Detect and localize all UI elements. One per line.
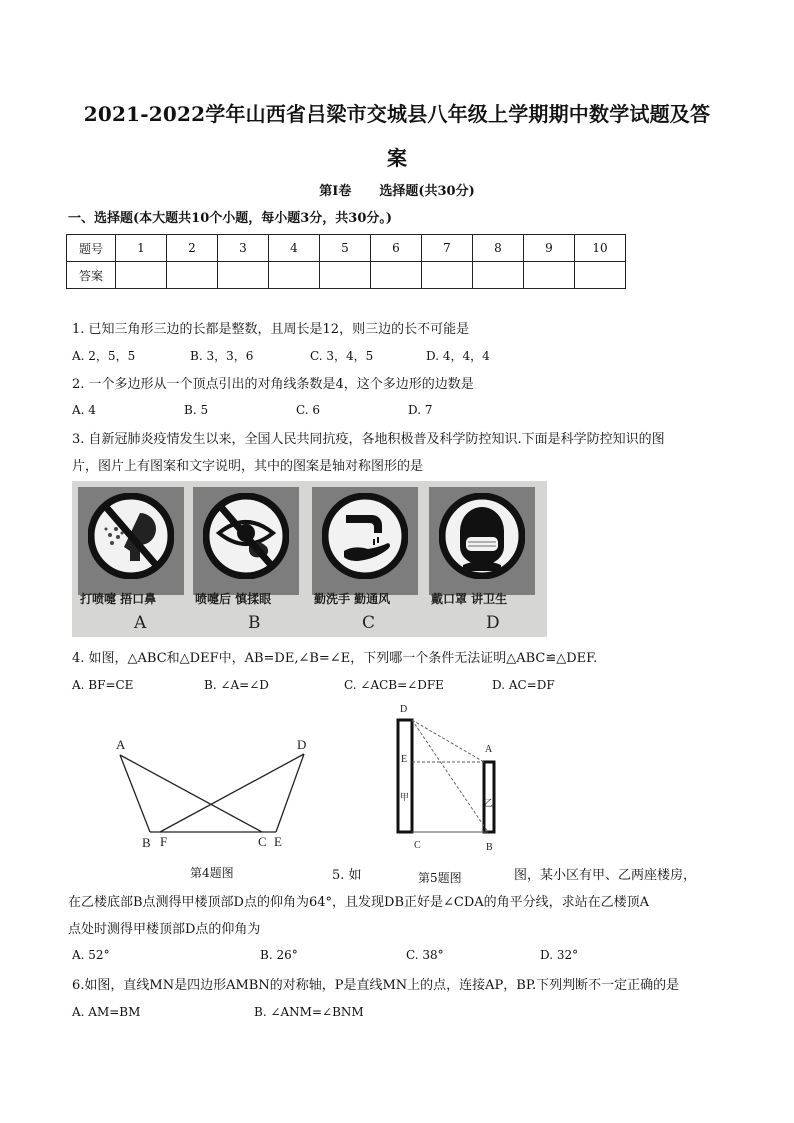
answer-cell[interactable] <box>269 262 320 289</box>
photo-letter-a: A <box>134 613 147 633</box>
question-1-stem: 1. 已知三角形三边的长都是整数，且周长是12，则三边的长不可能是 <box>72 322 470 337</box>
part-heading: 一、选择题(本大题共10个小题，每小题3分，共30分。) <box>68 211 393 226</box>
panel-b <box>193 487 299 606</box>
figure-5-buildings <box>384 700 514 858</box>
face-mask-icon <box>439 493 525 579</box>
table-cell: 2 <box>167 235 218 262</box>
table-cell: 1 <box>116 235 167 262</box>
figure-5-caption: 第5题图 <box>418 871 462 885</box>
answer-cell[interactable] <box>167 262 218 289</box>
table-row-label: 题号 <box>67 235 116 262</box>
question-2-option-a: A. 4 <box>72 403 96 417</box>
panel-c-caption: 勤洗手 勤通风 <box>314 592 391 606</box>
label-jia: 甲 <box>400 792 410 802</box>
figure-4-triangles <box>108 730 328 854</box>
question-3-stem-line2: 片，图片上有图案和文字说明，其中的图案是轴对称图形的是 <box>72 459 424 474</box>
label-b: B <box>142 835 151 850</box>
label-f: F <box>160 834 168 849</box>
answer-table <box>66 234 626 289</box>
answer-cell[interactable] <box>524 262 575 289</box>
label-e: E <box>274 834 282 849</box>
table-cell: 7 <box>422 235 473 262</box>
question-3-photo <box>72 481 547 637</box>
question-5-option-a: A. 52° <box>72 948 110 962</box>
question-1-option-d: D. 4，4，4 <box>426 349 490 363</box>
question-4-option-b: B. ∠A=∠D <box>204 678 269 692</box>
question-6-option-b: B. ∠ANM=∠BNM <box>254 1005 364 1019</box>
document-title-line2: 案 <box>387 146 407 170</box>
document-title-line1: 2021-2022学年山西省吕梁市交城县八年级上学期期中数学试题及答 <box>83 102 711 126</box>
label-d: D <box>297 737 307 752</box>
no-sneeze-icon <box>88 493 174 579</box>
question-5-stem-line3: 点处时测得甲楼顶部D点的仰角为 <box>68 922 261 937</box>
panel-a <box>78 487 184 606</box>
label-d: D <box>400 704 408 715</box>
panel-b-caption: 喷嚏后 慎揉眼 <box>195 592 272 606</box>
volume-heading <box>0 180 794 199</box>
question-6-stem: 6.如图，直线MN是四边形AMBN的对称轴，P是直线MN上的点，连接AP，BP.下列判断不一定正确的是 <box>72 978 680 993</box>
panel-c <box>312 487 418 606</box>
question-1-option-a: A. 2，5，5 <box>72 349 136 363</box>
label-c: C <box>258 834 267 849</box>
question-2-option-c: C. 6 <box>296 403 321 417</box>
label-c: C <box>414 840 421 851</box>
answer-cell[interactable] <box>575 262 626 289</box>
question-2-stem: 2. 一个多边形从一个顶点引出的对角线条数是4，这个多边形的边数是 <box>72 377 474 392</box>
question-5-option-d: D. 32° <box>540 948 579 962</box>
volume-label: 第Ⅰ卷 <box>319 184 352 199</box>
answer-cell[interactable] <box>218 262 269 289</box>
hand-washing-icon <box>322 493 408 579</box>
question-5-option-b: B. 26° <box>260 948 298 962</box>
table-cell: 4 <box>269 235 320 262</box>
volume-description: 选择题(共30分) <box>379 184 475 199</box>
question-1-option-b: B. 3，3，6 <box>190 349 254 363</box>
question-4-option-a: A. BF=CE <box>72 678 134 692</box>
answer-cell[interactable] <box>371 262 422 289</box>
photo-letter-b: B <box>248 613 261 633</box>
photo-letter-c: C <box>362 613 376 633</box>
question-1-option-c: C. 3，4，5 <box>310 349 374 363</box>
answer-cell[interactable] <box>116 262 167 289</box>
question-6-option-a: A. AM=BM <box>72 1005 141 1019</box>
question-4-option-c: C. ∠ACB=∠DFE <box>344 678 444 692</box>
table-row <box>67 262 626 289</box>
table-cell: 10 <box>575 235 626 262</box>
question-5-stem-cont: 图，某小区有甲、乙两座楼房， <box>514 868 697 883</box>
question-3-stem-line1: 3. 自新冠肺炎疫情发生以来，全国人民共同抗疫，各地积极普及科学防控知识.下面是科学防控知识的图 <box>72 432 665 447</box>
label-a: A <box>116 737 126 752</box>
table-cell: 6 <box>371 235 422 262</box>
question-2-option-d: D. 7 <box>408 403 433 417</box>
table-row <box>67 235 626 262</box>
question-4-option-d: D. AC=DF <box>492 678 555 692</box>
panel-d <box>429 487 535 606</box>
table-cell: 3 <box>218 235 269 262</box>
question-5-option-c: C. 38° <box>406 948 444 962</box>
answer-cell[interactable] <box>473 262 524 289</box>
label-e: E <box>401 754 408 765</box>
panel-a-caption: 打喷嚏 捂口鼻 <box>80 592 157 606</box>
question-5-stem-line2: 在乙楼底部B点测得甲楼顶部D点的仰角为64°，且发现DB正好是∠CDA的角平分线，求站在乙楼顶A <box>68 895 650 910</box>
question-4-stem: 4. 如图，△ABC和△DEF中，AB=DE,∠B=∠E，下列哪一个条件无法证明△ABC≌△DEF. <box>72 651 598 666</box>
answer-cell[interactable] <box>422 262 473 289</box>
table-cell: 9 <box>524 235 575 262</box>
photo-letter-d: D <box>486 613 500 633</box>
question-2-option-b: B. 5 <box>184 403 209 417</box>
figure-4-caption: 第4题图 <box>190 866 234 880</box>
no-eye-rubbing-icon <box>203 493 289 579</box>
table-cell: 8 <box>473 235 524 262</box>
table-cell: 5 <box>320 235 371 262</box>
label-yi: 乙 <box>484 798 494 808</box>
panel-d-caption: 戴口罩 讲卫生 <box>431 592 508 606</box>
question-5-stem-start: 5. 如 <box>332 868 362 883</box>
label-b: B <box>486 842 493 853</box>
label-a: A <box>485 744 493 755</box>
table-row-label: 答案 <box>67 262 116 289</box>
answer-cell[interactable] <box>320 262 371 289</box>
